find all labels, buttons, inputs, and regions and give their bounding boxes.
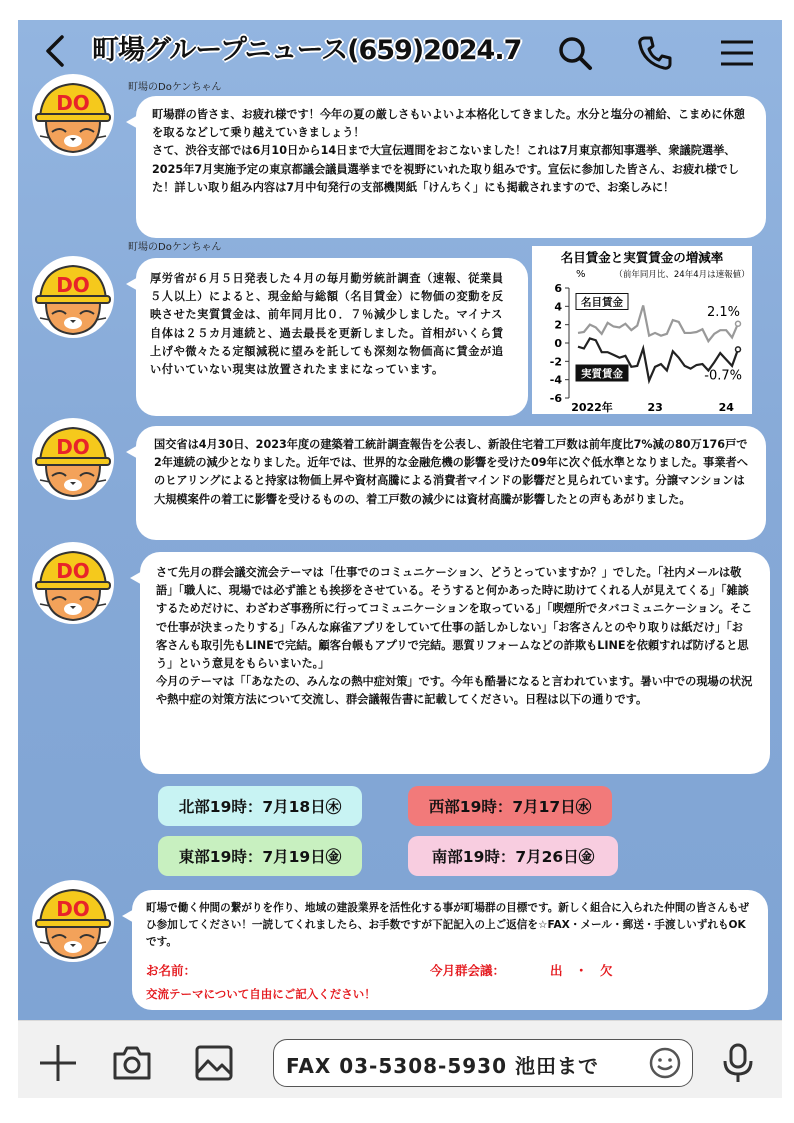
chart-title: 名目賃金と実質賃金の増減率 [560, 250, 724, 265]
message-bubble [136, 258, 528, 416]
y-tick-label: -4 [549, 373, 562, 387]
avatar [32, 880, 114, 962]
series-end-point [736, 347, 741, 352]
message-text: 町場で働く仲間の繋がりを作り、地域の建設業界を活性化する事が町場群の目標です。新しく組合に入られた仲間の皆さんもぜひ参加してください！一読してくれましたら、お手数ですが下記記入の上ご返信を☆FAX・メール・郵送・手渡しいずれもOKです。 [146, 902, 749, 948]
y-tick-label: -2 [549, 355, 562, 369]
schedule-west [408, 786, 612, 826]
camera-icon[interactable] [110, 1041, 154, 1085]
chart-subtitle: （前年同月比、24年4月は速報値） [614, 270, 750, 280]
message-text: さて、渋谷支部では6月10日から14日まで大宣伝週間をおこないました！これは7月東京都知事選挙、衆議院選挙、2025年7月実施予定の東京都議会議員選挙までを視野にいれた取り組みです。宣伝に参加した皆さん、お疲れ様でした！詳しい取り組み内容は7月中旬発行の支部機関紙「けんちく」にも掲載されますので、お楽しみに！ [152, 144, 739, 194]
schedule-east [158, 836, 362, 876]
message-text: 国交省は4月30日、2023年度の建築着工統計調査報告を公表し、新設住宅着工戸数は前年度比7%減の80万176戸で2年連続の減少となりました。近年では、世界的な金融危機の影響を受けた09年に次ぐ低水準となりました。事業者へのヒアリングによると持家は物価上昇や資材高騰による消費者マインドの影響だと見られています。分譲マンションは大規模案件の着工に影響を受けるものの、着工戸数の減少には資材高騰が影響したとの声もあがりました。 [154, 438, 748, 506]
doken-mascot-icon [32, 418, 114, 500]
avatar [32, 418, 114, 500]
line-chart [532, 246, 752, 414]
avatar-label: DO [56, 91, 90, 115]
avatar [32, 256, 114, 338]
plus-icon[interactable] [36, 1041, 80, 1085]
search-icon[interactable] [556, 34, 594, 72]
schedule-label: 西部19時：7月17日㊌ [428, 798, 592, 816]
message-bubble [140, 552, 770, 774]
input-bar [18, 1020, 782, 1098]
value-annotation: 2.1% [706, 304, 740, 320]
doken-mascot-icon [32, 256, 114, 338]
avatar [32, 542, 114, 624]
message-text: 町場群の皆さま、お疲れ様です！今年の夏の厳しさもいよいよ本格化してきました。水分と塩分の補給、こまめに休憩を取るなどして乗り越えていきましょう！ [152, 108, 745, 140]
doken-mascot-icon [32, 880, 114, 962]
avatar-label: DO [56, 897, 90, 921]
menu-icon[interactable] [718, 34, 756, 72]
message-text: さて先月の群会議交流会テーマは「仕事でのコミュニケーション、どうとっていますか？」でした。「社内メールは敬語」「職人に、現場では必ず誰とも挨拶をさせている。そうすると何かあった時に助けてくれる人が見えてくる」「雑談するためだけに、わざわざ事務所に行ってコミュニケーションを取っている」「喫煙所でタバコミュニケーション。そこで仕事が決まったりする」「みんな麻雀アプリをしていて仕事の話しかしない」「お客さんとのやり取りは紙だけ」「お客さんも取引先もLINEで完結。顧客台帳もアプリで完結。悪質リフォームなどの詐欺もLINEを依頼すれば防げると思う」という意見をもらいまいた。」 [156, 566, 753, 671]
series-label: 名目賃金 [581, 296, 623, 309]
page-title: 町場グループニュース(659)2024.7 [92, 35, 522, 66]
meeting-label: 今月群会議： [430, 963, 506, 978]
x-tick-label: 23 [647, 401, 663, 414]
schedule-north [158, 786, 362, 826]
message-text: 厚労省が６月５日発表した４月の毎月勤労統計調査（速報、従業員５人以上）によると、現金給与総額（名目賃金）に物価の変動を反映させた実質賃金は、前年同月比０．７％減少しました。マイナス自体は２５カ月連続と、過去最長を更新しました。首相がいくら賃上げや微々たる定額減税に望みを託しても深刻な物価高に賃金が追い付いていない現実は放置されたままになっています。 [150, 272, 504, 377]
schedule-south [408, 836, 618, 876]
microphone-icon[interactable] [716, 1041, 760, 1085]
series-label: 実質賃金 [581, 368, 623, 380]
y-tick-label: 0 [554, 337, 562, 350]
message-input[interactable] [273, 1039, 693, 1087]
message-text: 今月のテーマは「「あなたの、みんなの熱中症対策」です。今年も酷暑になると言われています。暑い中での現場の状況や熱中症の対策方法について交流し、群会議報告書に記載してください。日程は以下の通りです。 [156, 675, 753, 707]
chat-screen [18, 20, 782, 1098]
message-bubble [132, 890, 768, 1010]
smile-icon[interactable] [648, 1046, 682, 1080]
message-bubble [136, 426, 766, 540]
free-comment-note: 交流テーマについて自由にご記入ください！ [146, 987, 376, 1001]
schedule-label: 南部19時：7月26日㊎ [431, 848, 595, 866]
chevron-left-icon[interactable] [40, 34, 74, 68]
x-tick-label: 24 [718, 401, 734, 414]
name-label: お名前： [146, 963, 197, 978]
schedule-label: 北部19時：7月18日㊍ [178, 798, 342, 816]
series-end-point [736, 321, 741, 326]
wage-chart [532, 246, 752, 414]
y-unit-label: % [576, 269, 586, 280]
sender-name: 町場のDoケンちゃん [128, 82, 222, 93]
sender-name: 町場のDoケンちゃん [128, 242, 222, 253]
avatar [32, 74, 114, 156]
y-tick-label: 6 [554, 282, 562, 295]
x-tick-label: 2022年 [571, 401, 613, 414]
y-tick-label: 2 [554, 318, 562, 332]
doken-mascot-icon [32, 542, 114, 624]
message-bubble [136, 96, 766, 238]
value-annotation: -0.7% [704, 368, 742, 384]
attendance-options: 出 ・ 欠 [550, 963, 613, 978]
y-tick-label: -6 [549, 392, 562, 405]
image-icon[interactable] [192, 1041, 236, 1085]
schedule-label: 東部19時：7月19日㊎ [178, 848, 342, 866]
message-input-text: FAX 03-5308-5930 池田まで [286, 1054, 599, 1078]
avatar-label: DO [56, 273, 90, 297]
phone-icon[interactable] [636, 34, 674, 72]
y-tick-label: 4 [554, 300, 562, 314]
doken-mascot-icon [32, 74, 114, 156]
avatar-label: DO [56, 435, 90, 459]
avatar-label: DO [56, 559, 90, 583]
header [18, 20, 782, 80]
